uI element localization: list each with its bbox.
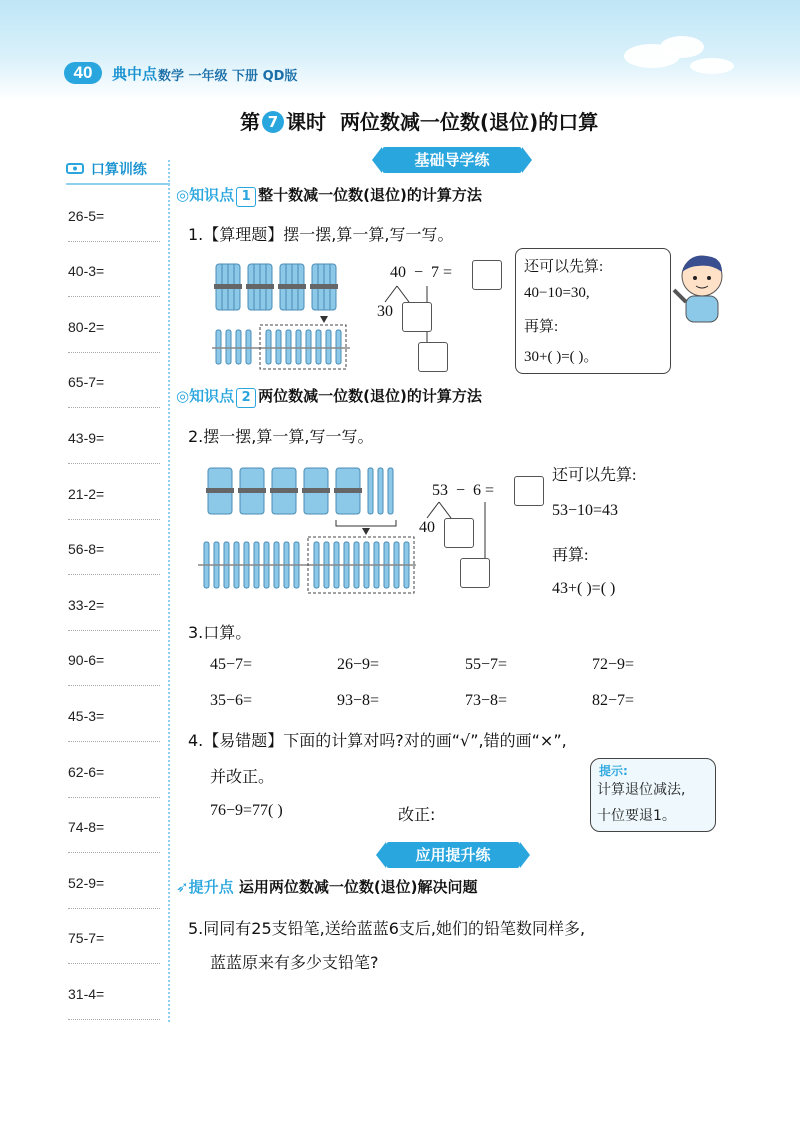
knowledge-point-2: ◎知识点 2 两位数减一位数(退位)的计算方法 (176, 385, 482, 408)
sidebar-drill-item: 80-2= (68, 297, 160, 353)
stick-bundles-illustration (196, 462, 421, 597)
oral-calc-item: 35−6= (210, 692, 253, 709)
oral-calc-item: 73−8= (465, 692, 508, 709)
q2-hint-line: 53−10=43 (552, 502, 619, 519)
q1-expression: 40 − 7 = (390, 264, 453, 281)
sidebar-drill-item: 26-5= (68, 186, 160, 242)
q1-step-box[interactable] (418, 342, 448, 372)
single-sticks (216, 330, 341, 364)
stick-bundle (214, 264, 242, 310)
question-4-prompt: 4.【易错题】下面的计算对吗?对的画“√”,错的画“×”, (188, 731, 567, 750)
question-4-prompt-cont: 并改正。 (210, 767, 275, 786)
question-5-prompt-cont: 蓝蓝原来有多少支铅笔? (210, 953, 379, 972)
stick-bundle (278, 264, 306, 310)
rocket-icon: ➶ (176, 878, 189, 896)
sidebar-drill-item: 62-6= (68, 742, 160, 798)
sidebar-drill-item: 33-2= (68, 575, 160, 631)
question-5-prompt: 5.同同有25支铅笔,送给蓝蓝6支后,她们的铅笔数同样多, (188, 919, 586, 938)
q1-split-value: 30 (377, 303, 393, 320)
book-info: 数学 一年级 下册 QD版 (158, 69, 298, 84)
stick-bundle (270, 468, 298, 514)
sidebar-drill-item: 75-7= (68, 908, 160, 964)
stick-bundles-illustration (210, 258, 360, 373)
stick-bundle (206, 468, 234, 514)
oral-calc-item: 72−9= (592, 656, 635, 673)
question-3-prompt: 3.口算。 (188, 623, 252, 642)
sidebar-drill-item: 40-3= (68, 241, 160, 297)
page-number: 40 (64, 62, 102, 84)
q1-split-box[interactable] (402, 302, 432, 332)
q2-split-value: 40 (419, 519, 435, 536)
sidebar-drill-item: 21-2= (68, 464, 160, 520)
section-banner-basic: 基础导学练 (382, 147, 522, 173)
q1-speech-bubble: 还可以先算: 40−10=30, 再算: 30+( )=( )。 (515, 248, 671, 374)
lesson-number: 7 (262, 111, 284, 133)
stick-bundle (334, 468, 362, 514)
boy-mascot-icon (668, 250, 734, 330)
stick-bundle (310, 264, 338, 310)
brand-logo: 典中点 (112, 65, 158, 83)
pencil-icon (66, 161, 86, 177)
sidebar-drill-item: 74-8= (68, 797, 160, 853)
q2-answer-box[interactable] (514, 476, 544, 506)
q2-hint-line: 再算: (552, 547, 589, 564)
q4-correction-label: 改正: (398, 805, 436, 824)
question-2-prompt: 2.摆一摆,算一算,写一写。 (188, 427, 374, 446)
target-icon: ◎ (176, 387, 190, 405)
sidebar-drill-item: 52-9= (68, 853, 160, 909)
sidebar-drill-item: 31-4= (68, 964, 160, 1020)
sidebar-divider (168, 160, 170, 1022)
target-icon: ◎ (176, 186, 190, 204)
sidebar-drill-item: 45-3= (68, 686, 160, 742)
q2-hint-line: 43+( )=( ) (552, 580, 616, 597)
q2-expression: 53 − 6 = (432, 482, 495, 499)
oral-calc-item: 93−8= (337, 692, 380, 709)
q2-step-box[interactable] (460, 558, 490, 588)
improvement-point: ➶提升点 运用两位数减一位数(退位)解决问题 (176, 878, 478, 896)
single-sticks (368, 468, 393, 514)
q1-answer-box[interactable] (472, 260, 502, 290)
lesson-title: 第 7 课时 两位数减一位数(退位)的口算 (240, 110, 599, 134)
q2-hint-line: 还可以先算: (552, 467, 637, 484)
stick-bundle (302, 468, 330, 514)
stick-bundle (246, 264, 274, 310)
sidebar-title: 口算训练 (66, 159, 170, 185)
cloud-decoration (660, 36, 704, 58)
sidebar-drill-item: 90-6= (68, 630, 160, 686)
q4-calculation: 76−9=77( ) (210, 802, 283, 819)
sidebar-drill-item: 43-9= (68, 408, 160, 464)
oral-calc-item: 82−7= (592, 692, 635, 709)
q4-hint-box: 提示: 计算退位减法, 十位要退1。 (590, 758, 716, 832)
oral-calc-item: 26−9= (337, 656, 380, 673)
question-1-prompt: 1.【算理题】摆一摆,算一算,写一写。 (188, 225, 454, 244)
section-banner-apply: 应用提升练 (386, 842, 520, 868)
oral-calc-item: 55−7= (465, 656, 508, 673)
knowledge-point-1: ◎知识点 1 整十数减一位数(退位)的计算方法 (176, 184, 482, 207)
q2-split-box[interactable] (444, 518, 474, 548)
oral-calc-item: 45−7= (210, 656, 253, 673)
cloud-decoration (690, 58, 734, 74)
stick-bundle (238, 468, 266, 514)
lesson-topic: 两位数减一位数(退位)的口算 (339, 110, 599, 134)
sidebar-drill-item: 65-7= (68, 352, 160, 408)
sidebar-drill-item: 56-8= (68, 519, 160, 575)
